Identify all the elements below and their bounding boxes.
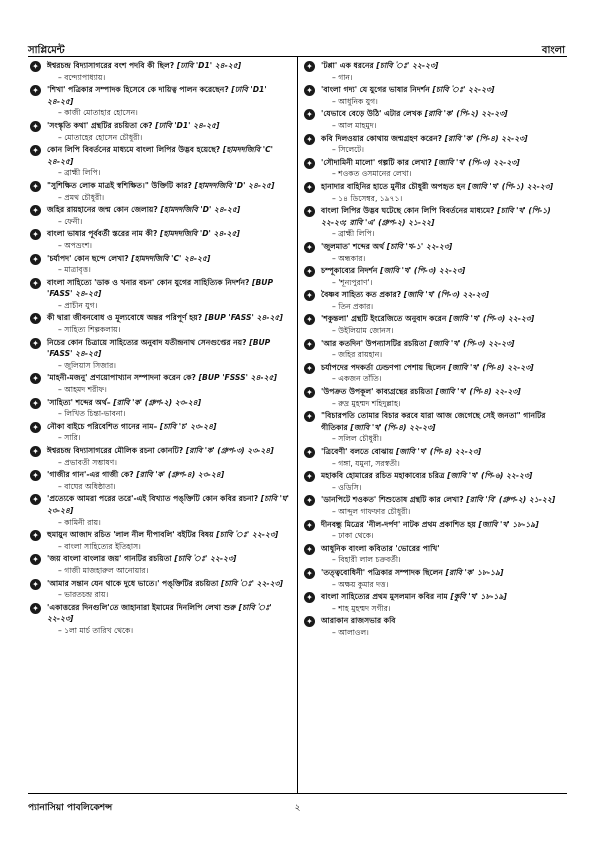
answer-text: – 'শূন্যপুরাণ'। [332,277,373,287]
question-text: জহির রায়হানের জন্ম কোন জেলায়? [47,205,158,215]
star-bullet-icon [30,373,41,384]
exam-reference: [ঢাবি 'D1' ২৪-২৫] [176,61,242,70]
question-text: চর্যাপদের পদকর্তা ঢেন্ডণপা পেশায় ছিলেন [321,362,446,372]
right-column [304,60,566,640]
star-bullet-icon [304,387,315,398]
star-bullet-icon [304,520,315,531]
question [304,313,566,325]
question-text: কবি দিলওয়ার কোথায় জন্মগ্রহণ করেন? [321,133,443,143]
question-item [304,289,566,312]
answer-text: – রুদ্র মুহম্মদ শহিদুল্লাহ। [332,398,401,408]
question-text: বাংলা সাহিত্যের প্রথম মুসলমান কবির নাম [321,592,448,602]
answer-text: – সিলেটে। [332,145,365,155]
answer-text: – সাহিত্য শিল্পকলায়। [58,325,121,335]
question [304,615,566,627]
answer-text: – শাহ মুহম্মদ সগীর। [332,603,391,613]
question-item [304,181,566,204]
question-item [30,445,292,468]
answer-text: – মোতাহের হোসেন চৌধুরী। [58,132,143,142]
answer-text: – ঢাকা থেকে। [332,531,374,541]
star-bullet-icon [304,85,315,96]
exam-reference: [চাবি 'খ-১' ২২-২৩] [386,241,453,251]
question-item [30,578,292,601]
star-bullet-icon [304,266,315,277]
question-text: 'আমার সন্তান যেন থাকে দুধে ভাতে।' পঙ্‌ক্তিটির রচয়িতা [47,578,219,588]
answer-text: – ব্রাহ্মী লিপি। [332,229,375,239]
exam-reference: [রাবি 'ক' (গ্রুপ-৩) ২৩-২৪] [185,446,274,455]
star-bullet-icon [30,422,41,433]
answer-text: – ১৪ ডিসেম্বর, ১৯৭১। [332,193,403,203]
question-item [304,386,566,409]
question [304,205,566,228]
question-item [304,338,566,361]
exam-reference: [চাবি 'চ' ২৩-২৪] [159,421,217,431]
question-text: 'সংস্কৃতি কথা' গ্রন্থটির রচয়িতা কে? [47,120,153,130]
question-text: 'শিখা' পত্রিকার সম্পাদক হিসেবে কে দায়িত্ব পালন করেছেন? [47,85,229,95]
question-text: 'গাজীর গান'-এর গাজী কে? [47,470,134,480]
question-item [30,84,292,119]
answer-text: – ফেনী। [58,216,83,226]
answer-text: – অক্ষয় কুমার দত্ত। [332,579,389,589]
question-text: 'আর কতদিন' উপন্যাসটির রচয়িতা [321,338,427,348]
star-bullet-icon [30,61,41,72]
exam-reference: [হামদদজিবি 'D' ২৪-২৫] [194,180,275,190]
exam-reference: [জাবি 'খ' ১৮-১৯] [478,519,539,529]
question [30,553,292,565]
question-item [30,602,292,637]
question-item [30,337,292,372]
star-bullet-icon [304,495,315,506]
question-item [30,180,292,203]
question [30,337,292,360]
answer-text: – ব্রাহ্মী লিপি। [58,168,101,178]
question [304,338,566,350]
header-subject: বাংলা [541,45,565,56]
question-text: আধুনিক বাংলা কবিতার 'ভোরের পাখি' [321,543,440,553]
star-bullet-icon [30,205,41,216]
question [30,529,292,541]
question-text: 'প্রত্যেকে আমরা পরের তরে'-এই বিখ্যাত পঙ্‌ক্তিটি কোন কবির রচনা? [47,494,259,504]
star-bullet-icon [304,109,315,120]
exam-reference: [রাবি 'ক' ১৮-১৯] [445,567,504,577]
question-text: 'শকুন্তলা' গ্রন্থটি ইংরেজিতে অনুবাদ করেন [321,314,447,324]
question-item [304,241,566,264]
star-bullet-icon [30,603,41,614]
question [304,519,566,531]
exam-reference: [জাবি 'খ' (পি-৩) ২২-২৩] [380,266,466,276]
answer-text: – তিন প্রকার। [332,301,374,311]
question [304,567,566,579]
question-text: ঈশ্বরচন্দ্র বিদ্যাসাগরের বংশ পদবি কী ছিল? [47,61,175,70]
question-text: বাংলা লিপির উদ্ভব ঘটেছে কোন লিপি বিবর্তনের মাধ্যমে? [321,206,495,216]
answer-text: – প্রাচীন যুগ। [58,300,98,310]
exam-reference: [হামদদজিবি 'C' ২৪-২৫] [47,145,273,166]
exam-reference: [চাবি 'ঃ' ২২-২৩] [174,554,237,564]
question [304,265,566,277]
question [30,144,292,167]
question-item [30,529,292,552]
question-item [304,410,566,445]
star-bullet-icon [30,579,41,590]
answer-text: – প্রমথ চৌধুরী। [58,192,105,202]
star-bullet-icon [304,158,315,169]
question-item [30,253,292,276]
exam-reference: [ঢাবি 'D1' ২৪-২৫] [155,120,220,130]
column-divider [297,57,298,793]
question-item [304,362,566,385]
answer-text: – সলিল চৌধুরী। [332,434,382,444]
question-text: নৌকা বাইচে পরিবেশিত গানের নাম– [47,421,158,431]
star-bullet-icon [30,338,41,349]
question-text: 'সৌদামিনী মালো' গল্পটি কার লেখা? [321,157,432,167]
question-text: "বিচারপতি তোমার বিচার করবে যারা আজ জেগেছে সেই জনতা" গানটির গীতিকার [321,411,546,432]
exam-reference: [হামদদজিবি 'D' ২৪-২৫] [160,229,240,239]
question-item [304,133,566,156]
question-text: 'মাহনী-মজনু' প্রণয়োপাখ্যান সম্পাদনা করেন কে? [47,373,196,383]
question [304,591,566,603]
question-item [304,446,566,469]
question-item [30,312,292,335]
answer-text: – গঙ্গা, যমুনা, সরস্বতী। [332,458,400,468]
exam-reference: [হামদদজিবি 'C' ২৪-২৫] [131,253,211,263]
question-text: 'সাহিত্য' শব্দের অর্থ– [47,397,111,407]
answer-text: – আধুনিক যুগ। [332,96,378,106]
star-bullet-icon [30,254,41,265]
question-item [304,615,566,638]
question-text: হানাদার বাহিনির হাতে মুনীর চৌধুরী অপহৃত হন [321,181,466,191]
question-item [304,265,566,288]
exam-reference: [চাবি 'ঃ' ২২-২৩] [47,602,272,624]
question-text: চম্পূকাব্যের নিদর্শন [321,266,378,276]
exam-reference: [জাবি 'খ' (পি-৩) ২২-২৩] [429,338,515,348]
question-text: নিচের কোন চিত্রায়ে সাহিত্যের অনুবাদ যতীন্দ্রনাথ সেনগুপ্তের নয়? [47,337,247,347]
exam-reference: [BUP 'FSSS' ২৪-২৫] [198,373,277,383]
star-bullet-icon [304,134,315,145]
question-item [30,144,292,179]
question [30,578,292,590]
question-text: মহাকবি হোমারের রচিত মহাকাব্যের চরিত্র [321,471,445,481]
question-item [304,157,566,180]
star-bullet-icon [30,121,41,132]
question-item [304,567,566,590]
star-bullet-icon [30,470,41,481]
question-item [304,591,566,614]
exam-reference: [রাবি 'বি' (গ্রুপ-২) ২১-২২] [466,495,556,505]
question [304,543,566,555]
question-text: বৈষ্ণব সাহিত্য কত প্রকার? [321,290,402,300]
answer-text: – বিহারী লাল চক্রবর্তী। [332,555,401,565]
question-item [30,228,292,251]
left-column [30,60,292,638]
answer-text: – অন্ধকার। [332,253,366,263]
star-bullet-icon [304,568,315,579]
question-text: ঈশ্বরচন্দ্র বিদ্যাসাগরের মৌলিক রচনা কোনটি? [47,446,184,455]
answer-text: – গান। [332,72,353,82]
exam-reference: [চাবি 'ঃ' ২২-২৩] [376,61,439,70]
star-bullet-icon [304,592,315,603]
question [30,397,292,409]
footer-publisher: প্যানাসিয়া পাবলিকেশন্স [28,803,113,813]
star-bullet-icon [304,290,315,301]
star-bullet-icon [30,554,41,565]
star-bullet-icon [30,278,41,289]
star-bullet-icon [30,494,41,505]
star-bullet-icon [304,471,315,482]
exam-reference: [জাবি 'খ' (পি-৬) ২২-২৩] [447,471,533,481]
exam-reference: [কুবি 'খ' ১৮-১৯] [450,592,507,602]
star-bullet-icon [30,181,41,192]
star-bullet-icon [304,447,315,458]
question [304,470,566,482]
page-number: ২ [294,803,301,813]
question-item [304,205,566,240]
exam-reference: [রাবি 'ক' (পি-২) ২২-২৩] [424,109,508,119]
answer-text: – আহমদ শরীফ। [58,385,107,395]
exam-reference: [রাবি 'ক' (গ্রুপ-৪) ২৩-২৪] [136,470,225,480]
exam-reference: [চাবি 'ঘ' ২৩-২৪] [47,494,289,515]
answer-text: – কামিনী রায়। [58,517,101,527]
star-bullet-icon [30,85,41,96]
answer-text: – ওডিসি। [332,482,362,492]
question-text: 'তত্ত্ববোধিনী' পত্রিকার সম্পাদক ছিলেন [321,567,443,577]
answer-text: – উইলিয়াম জোনস। [332,326,394,336]
question-item [304,470,566,493]
exam-reference: [ঢাবি 'D1' ২৪-২৫] [47,85,267,106]
question-item [304,60,566,83]
question-item [30,120,292,143]
question [304,84,566,96]
question-text: বাংলা সাহিত্যে 'ডাক ও খনার বচন' কোন যুগের সাহিত্যিক নিদর্শন? [47,277,250,287]
question-item [30,204,292,227]
exam-reference: [জাবি 'খ' (পি-৪) ২২-২৩] [350,422,436,432]
answer-text: – ভারতচন্দ্র রায়। [58,590,109,600]
exam-reference: [জাবি 'খ' (পি-৩) ২২-২৩] [403,290,489,300]
answer-text: – অপভ্রংশ। [58,240,92,250]
question-item [30,277,292,312]
answer-text: – লিখিত চিন্তা-ভাবনা। [58,409,126,419]
star-bullet-icon [304,616,315,627]
star-bullet-icon [304,61,315,72]
question-text: আরাকান রাজসভার কবি [321,616,396,626]
exam-reference: [জাবি 'খ' (পি-১) ২২-২৩] [467,181,554,191]
star-bullet-icon [304,363,315,374]
question [30,228,292,240]
question-text: বাংলা ভাষার পূর্ববর্তী স্তরের নাম কী? [47,229,158,239]
exam-reference: [BUP 'FASS' ২৪-২৫] [204,313,283,323]
star-bullet-icon [30,446,41,457]
answer-text: – বন্দ্যোপাধ্যায়। [58,72,106,82]
footer-rule [28,793,567,794]
question-item [304,519,566,542]
question [30,602,292,625]
question [30,445,292,457]
star-bullet-icon [30,398,41,409]
question [30,421,292,433]
question-text: 'বাংলা গদ্য' যে যুগের ভাষার নিদর্শন [321,85,430,95]
answer-text: – সারি। [58,433,81,443]
question-text: 'জুলমাত' শব্দের অর্থ [321,241,385,251]
question [304,108,566,120]
question-item [30,493,292,528]
answer-text: – গাজী মাজহারুল আনোয়ার। [58,565,149,575]
exam-reference: [রাবি 'ক' (গ্রুপ-২) ২৩-২৪] [113,397,202,407]
question-text: 'ডানপিটে শওকত' শিশুতোষ গ্রন্থটি কার লেখা? [321,495,464,505]
header-left-title: সাপ্লিমেন্ট [28,45,65,56]
answer-text: – আল মাহমুদ। [332,120,377,130]
answer-text: – বাংলা সাহিত্যের ইতিহাস। [58,541,141,551]
exam-reference: [চাবি 'খ' (পি-১) ২২-২৩; রাবি 'এ' (গ্রুপ-২) ২১-২২] [321,206,551,227]
question [304,241,566,253]
answer-text: – বাঘের অধিষ্ঠাতা। [58,481,116,491]
question [30,277,292,300]
question [30,60,292,72]
exam-reference: [হামদদজিবি 'D' ২৪-২৫] [160,205,241,215]
question-text: কী দ্বারা জীবনবোধ ও মূল্যবোধে অন্তর পরিপূর্ণ হয়? [47,313,203,323]
exam-reference: [জাবি 'খ' (পি-৩) ২২-২৩] [449,314,535,324]
question-text: 'যেভাবে বেড়ে উঠি' এটার লেখক [321,109,423,119]
exam-reference: [জাবি 'খ' (পি-৪) ২২-২৩] [448,362,534,372]
question [30,84,292,107]
exam-reference: [BUP 'FASS' ২৪-২৫] [47,277,274,299]
question-text: 'চর্যাপদ' কোন ছন্দে লেখা? [47,253,129,263]
exam-reference: [চাবি 'ঃ' ২২-২৩] [432,85,495,95]
question-item [30,60,292,83]
question [30,180,292,192]
question-item [304,494,566,517]
question-text: হুমায়ুন আজাদ রচিত 'লাল নীল দীপাবলি' বইটির বিষয় [47,530,214,540]
question [30,493,292,516]
question [304,289,566,301]
question [304,494,566,506]
question [304,446,566,458]
question-item [30,469,292,492]
question-text: 'উপক্রত উপকূল' কাব্যগ্রন্থের রচয়িতা [321,387,433,397]
question [304,362,566,374]
answer-text: – প্রভাবতী সম্ভাষণ। [58,457,117,467]
question [30,469,292,481]
exam-reference: [জাবি 'খ' (পি-৩) ২২-২৩] [434,157,520,167]
answer-text: – কাজী মোতাহার হোসেন। [58,108,138,118]
answer-text: – শওকত ওসমানের লেখা। [332,169,412,179]
question-text: কোন লিপি বিবর্তনের মাধ্যমে বাংলা লিপির উদ্ভব হয়েছে? [47,145,221,155]
question-text: 'একাত্তরের দিনগুলি'তে জাহানারা ইমামের দিনলিপি লেখা শুরু [47,602,236,612]
star-bullet-icon [304,411,315,422]
answer-text: – আব্দুল গাফফার চৌধুরী। [332,506,411,516]
question [304,181,566,193]
answer-text: – আলাওল। [332,627,369,637]
star-bullet-icon [304,339,315,350]
exam-reference: [BUP 'FASS' ২৪-২৫] [47,337,271,359]
question [30,253,292,265]
answer-text: – জহির রায়হান। [332,350,383,360]
question-item [30,397,292,420]
star-bullet-icon [30,229,41,240]
exam-reference: [রাবি 'ক' (পি-৪) ২২-২৩] [444,133,528,143]
question-text: 'জয় বাংলা বাংলার জয়' গানটির রচয়িতা [47,554,172,564]
star-bullet-icon [304,182,315,193]
question-item [304,108,566,131]
star-bullet-icon [30,145,41,156]
answer-text: – একজন তাঁতি। [332,374,382,384]
exam-reference: [চাবি 'ঃ' ২২-২৩] [220,578,283,588]
exam-reference: [জাবি 'খ' (পি-৪) ২২-২৩] [435,387,521,397]
question-text: 'ত্রিবেণী' বলতে বোঝায় [321,447,394,456]
exam-reference: [জাবি 'খ' (পি-৪) ২২-২৩] [395,447,482,456]
star-bullet-icon [304,206,315,217]
star-bullet-icon [30,530,41,541]
exam-reference: [চাবি 'ঃ' ২২-২৩] [216,530,279,540]
star-bullet-icon [304,242,315,253]
question-text: "সুশিক্ষিত লোক মাত্রই স্বশিক্ষিত।" উক্তিটি কার? [47,180,192,190]
question [30,204,292,216]
answer-text: – ১লা মার্চ তারিখ থেকে। [58,625,134,635]
question-item [30,372,292,395]
question [304,133,566,145]
question-item [30,421,292,444]
question [30,372,292,384]
question [30,120,292,132]
question-item [304,543,566,566]
question [30,312,292,324]
question-item [304,313,566,336]
answer-text: – মাত্রাবৃত্ত। [58,265,91,275]
star-bullet-icon [304,314,315,325]
question-item [30,553,292,576]
star-bullet-icon [30,313,41,324]
question [304,410,566,433]
question [304,157,566,169]
question-text: 'টপ্পা' এক ধরনের [321,61,374,70]
question-item [304,84,566,107]
question-text: দীনবন্ধু মিত্রের 'নীল-দর্পণ' নাটক প্রথম প্রকাশিত হয় [321,519,476,529]
answer-text: – জুলিয়াস সিজার। [58,360,117,370]
question [304,386,566,398]
question [304,60,566,72]
star-bullet-icon [304,544,315,555]
